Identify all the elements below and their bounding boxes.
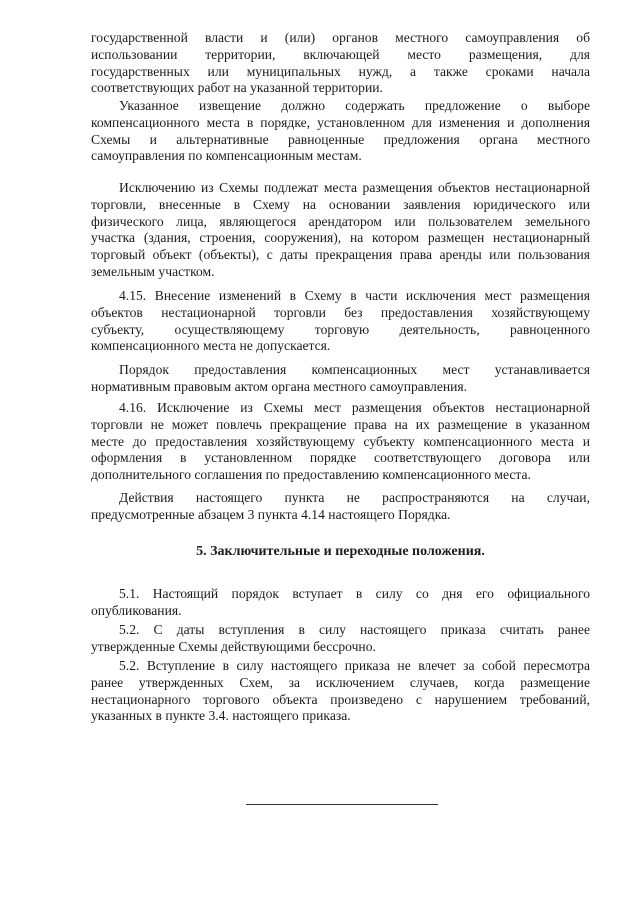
text-line: нормативным правовым актом органа местного самоуправления. (91, 378, 468, 394)
text-line: торговли, внесенные в Схему на основании заявления юридического или (91, 196, 590, 212)
text-line: объектов нестационарной торговли без предоставления хозяйствующему (91, 304, 590, 320)
text-line: Действия настоящего пункта не распространяются на случаи, (119, 490, 590, 505)
paragraph-4-16 (91, 400, 590, 484)
text-line: участка (здания, строения, сооружения), на котором размещен нестационарный (91, 230, 590, 246)
text-line: дополнительного соглашения по предоставлению компенсационного места. (91, 467, 531, 483)
text-line: Исключению из Схемы подлежат места размещения объектов нестационарной (119, 180, 590, 195)
text-line: использовании территории, включающей место размещения, для (91, 46, 590, 62)
paragraph-notice (91, 98, 590, 165)
paragraph-5-2b (91, 658, 590, 725)
text-line: торговли не может повлечь прекращение права на их размещение в указанном (91, 416, 590, 432)
paragraph-continuation (91, 30, 590, 97)
text-line: Схемы и альтернативные равноценные предложения органа местного (91, 131, 590, 147)
text-line: месте до предоставления хозяйствующему субъекту компенсационного места и (91, 433, 590, 449)
text-line: физического лица, являющегося арендатором или пользователем земельного (91, 213, 590, 229)
text-line: ранее утвержденных Схем, за исключением случаев, когда размещение (91, 674, 590, 690)
paragraph-order (91, 362, 590, 396)
text-line: 4.16. Исключение из Схемы мест размещения объектов нестационарной (119, 400, 590, 415)
text-line: 4.15. Внесение изменений в Схему в части исключения мест размещения (119, 288, 590, 303)
text-line: указанных в пункте 3.4. настоящего приказа. (91, 708, 351, 724)
section-heading: 5. Заключительные и переходные положения. (196, 544, 485, 559)
paragraph-5-1 (91, 586, 590, 620)
text-line: самоуправления по компенсационным местам. (91, 148, 362, 164)
text-line: оформления в установленном порядке соответствующего договора или (91, 450, 590, 466)
text-line: предусмотренные абзацем 3 пункта 4.14 настоящего Порядка. (91, 506, 451, 522)
text-line: утвержденные Схемы действующими бессрочно. (91, 638, 376, 654)
text-line: 5.1. Настоящий порядок вступает в силу со дня его официального (119, 586, 590, 601)
footer-divider (246, 804, 438, 805)
text-line: Указанное извещение должно содержать предложение о выборе (119, 98, 590, 113)
paragraph-4-15 (91, 288, 590, 355)
text-line: 5.2. С даты вступления в силу настоящего приказа считать ранее (119, 622, 590, 637)
text-line: компенсационного места в порядке, установленном для изменения и дополнения (91, 114, 590, 130)
text-line: компенсационного места не допускается. (91, 338, 331, 354)
paragraph-5-2a (91, 622, 590, 656)
text-line: Порядок предоставления компенсационных мест устанавливается (119, 362, 590, 377)
text-line: земельным участком. (91, 263, 215, 279)
text-line: опубликования. (91, 602, 182, 618)
text-line: государственных или муниципальных нужд, а также сроками начала (91, 63, 590, 79)
text-line: государственной власти и (или) органов местного самоуправления об (91, 30, 590, 45)
paragraph-exclusion (91, 180, 590, 281)
text-line: нестационарного торгового объекта произведено с нарушением требований, (91, 691, 590, 707)
text-line: субъекту, осуществляющему торговую деятельность, равноценного (91, 321, 590, 337)
text-line: 5.2. Вступление в силу настоящего приказа не влечет за собой пересмотра (119, 658, 590, 673)
text-line: торговый объект (объекты), с даты прекращения права аренды или пользования (91, 247, 590, 263)
text-line: соответствующих работ на указанной территории. (91, 80, 383, 96)
paragraph-actions (91, 490, 590, 524)
